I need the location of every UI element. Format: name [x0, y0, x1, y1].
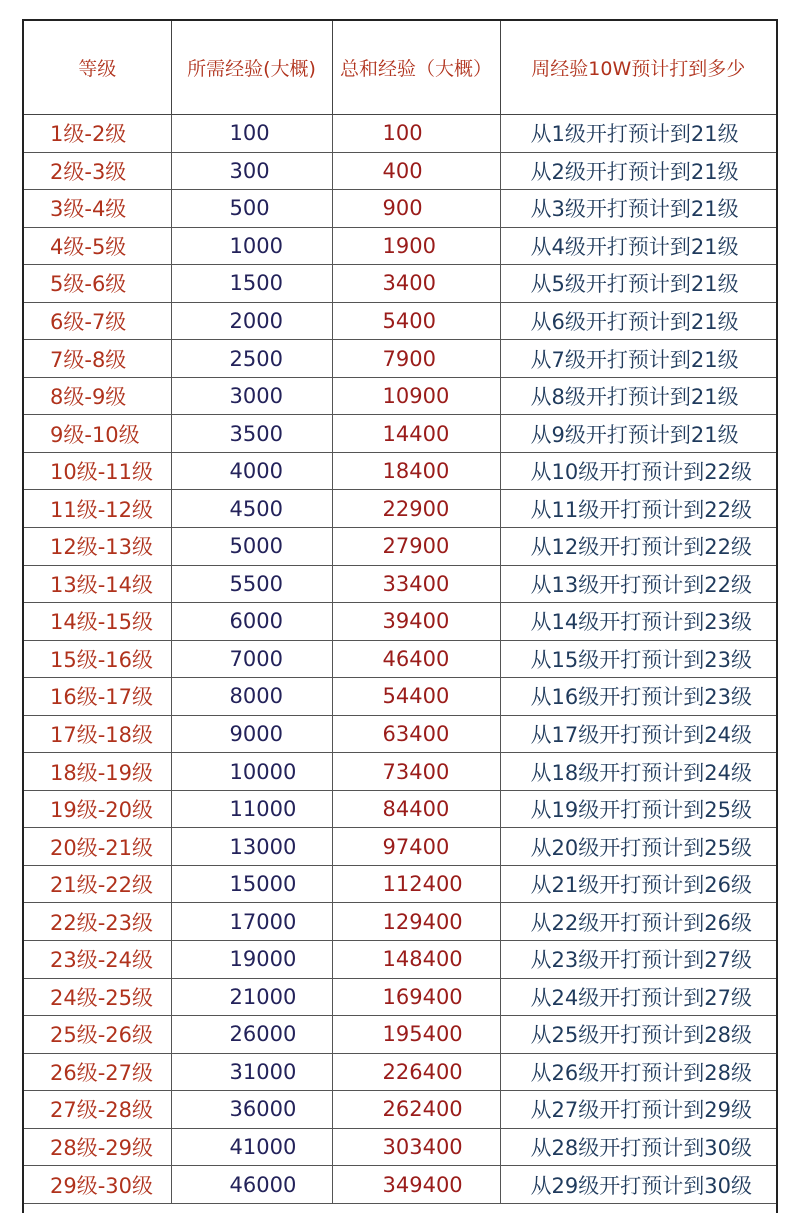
level-cell: 16级-17级 [24, 678, 171, 716]
table-row [24, 302, 776, 340]
required-exp-cell: 41000 [171, 1128, 332, 1166]
required-exp-cell: 3000 [171, 377, 332, 415]
header-level: 等级 [24, 21, 171, 115]
level-cell: 25级-26级 [24, 1016, 171, 1054]
total-exp-cell: 84400 [332, 790, 500, 828]
level-cell: 28级-29级 [24, 1128, 171, 1166]
weekly-estimate-cell: 从2级开打预计到21级 [500, 152, 776, 190]
level-cell: 20级-21级 [24, 828, 171, 866]
table-row [24, 265, 776, 303]
level-cell: 5级-6级 [24, 265, 171, 303]
level-cell: 7级-8级 [24, 340, 171, 378]
total-exp-cell: 169400 [332, 978, 500, 1016]
table-header-row [24, 21, 776, 115]
required-exp-cell: 6000 [171, 603, 332, 641]
level-cell: 13级-14级 [24, 565, 171, 603]
table-row [24, 1166, 776, 1204]
table-row [24, 1016, 776, 1054]
weekly-estimate-cell: 从13级开打预计到22级 [500, 565, 776, 603]
weekly-estimate-cell: 从20级开打预计到25级 [500, 828, 776, 866]
required-exp-cell: 19000 [171, 941, 332, 979]
table-body [24, 115, 776, 1204]
weekly-estimate-cell: 从19级开打预计到25级 [500, 790, 776, 828]
required-exp-cell: 1500 [171, 265, 332, 303]
table-row [24, 941, 776, 979]
required-exp-cell: 2500 [171, 340, 332, 378]
weekly-estimate-cell: 从12级开打预计到22级 [500, 528, 776, 566]
table-row [24, 1053, 776, 1091]
table-row [24, 1128, 776, 1166]
table-row [24, 565, 776, 603]
required-exp-cell: 100 [171, 115, 332, 153]
table-row [24, 190, 776, 228]
total-exp-cell: 148400 [332, 941, 500, 979]
total-exp-cell: 400 [332, 152, 500, 190]
required-exp-cell: 5500 [171, 565, 332, 603]
required-exp-cell: 15000 [171, 865, 332, 903]
level-cell: 6级-7级 [24, 302, 171, 340]
level-cell: 4级-5级 [24, 227, 171, 265]
required-exp-cell: 8000 [171, 678, 332, 716]
required-exp-cell: 7000 [171, 640, 332, 678]
weekly-estimate-cell: 从16级开打预计到23级 [500, 678, 776, 716]
weekly-estimate-cell: 从29级开打预计到30级 [500, 1166, 776, 1204]
total-exp-cell: 5400 [332, 302, 500, 340]
level-cell: 24级-25级 [24, 978, 171, 1016]
table-row [24, 753, 776, 791]
required-exp-cell: 17000 [171, 903, 332, 941]
level-cell: 23级-24级 [24, 941, 171, 979]
total-exp-cell: 349400 [332, 1166, 500, 1204]
level-cell: 19级-20级 [24, 790, 171, 828]
required-exp-cell: 4500 [171, 490, 332, 528]
weekly-estimate-cell: 从28级开打预计到30级 [500, 1128, 776, 1166]
table-row [24, 865, 776, 903]
weekly-estimate-cell: 从3级开打预计到21级 [500, 190, 776, 228]
weekly-estimate-cell: 从23级开打预计到27级 [500, 941, 776, 979]
required-exp-cell: 31000 [171, 1053, 332, 1091]
required-exp-cell: 1000 [171, 227, 332, 265]
required-exp-cell: 21000 [171, 978, 332, 1016]
required-exp-cell: 300 [171, 152, 332, 190]
total-exp-cell: 900 [332, 190, 500, 228]
table-row [24, 678, 776, 716]
table-row [24, 528, 776, 566]
header-required-exp: 所需经验(大概) [171, 21, 332, 115]
required-exp-cell: 26000 [171, 1016, 332, 1054]
level-cell: 27级-28级 [24, 1091, 171, 1129]
weekly-estimate-cell: 从6级开打预计到21级 [500, 302, 776, 340]
table-row [24, 152, 776, 190]
required-exp-cell: 10000 [171, 753, 332, 791]
header-total-exp: 总和经验（大概） [332, 21, 500, 115]
weekly-estimate-cell: 从10级开打预计到22级 [500, 452, 776, 490]
exp-table-sheet [22, 19, 778, 1213]
level-cell: 21级-22级 [24, 865, 171, 903]
total-exp-cell: 97400 [332, 828, 500, 866]
weekly-estimate-cell: 从24级开打预计到27级 [500, 978, 776, 1016]
table-row [24, 603, 776, 641]
total-exp-cell: 100 [332, 115, 500, 153]
table-row [24, 790, 776, 828]
required-exp-cell: 4000 [171, 452, 332, 490]
level-cell: 3级-4级 [24, 190, 171, 228]
weekly-estimate-cell: 从26级开打预计到28级 [500, 1053, 776, 1091]
table-row [24, 715, 776, 753]
weekly-estimate-cell: 从1级开打预计到21级 [500, 115, 776, 153]
table-row [24, 340, 776, 378]
table-row [24, 377, 776, 415]
weekly-estimate-cell: 从11级开打预计到22级 [500, 490, 776, 528]
weekly-estimate-cell: 从27级开打预计到29级 [500, 1091, 776, 1129]
required-exp-cell: 13000 [171, 828, 332, 866]
total-exp-cell: 22900 [332, 490, 500, 528]
total-exp-cell: 7900 [332, 340, 500, 378]
weekly-estimate-cell: 从8级开打预计到21级 [500, 377, 776, 415]
weekly-estimate-cell: 从22级开打预计到26级 [500, 903, 776, 941]
total-exp-cell: 33400 [332, 565, 500, 603]
required-exp-cell: 9000 [171, 715, 332, 753]
required-exp-cell: 5000 [171, 528, 332, 566]
total-exp-cell: 226400 [332, 1053, 500, 1091]
weekly-estimate-cell: 从14级开打预计到23级 [500, 603, 776, 641]
total-exp-cell: 195400 [332, 1016, 500, 1054]
table-row [24, 640, 776, 678]
weekly-estimate-cell: 从5级开打预计到21级 [500, 265, 776, 303]
total-exp-cell: 39400 [332, 603, 500, 641]
total-exp-cell: 27900 [332, 528, 500, 566]
level-cell: 15级-16级 [24, 640, 171, 678]
table-row [24, 903, 776, 941]
total-exp-cell: 10900 [332, 377, 500, 415]
table-row [24, 490, 776, 528]
required-exp-cell: 500 [171, 190, 332, 228]
table-row [24, 978, 776, 1016]
level-cell: 14级-15级 [24, 603, 171, 641]
level-cell: 17级-18级 [24, 715, 171, 753]
level-cell: 11级-12级 [24, 490, 171, 528]
weekly-estimate-cell: 从15级开打预计到23级 [500, 640, 776, 678]
weekly-estimate-cell: 从17级开打预计到24级 [500, 715, 776, 753]
total-exp-cell: 112400 [332, 865, 500, 903]
level-cell: 18级-19级 [24, 753, 171, 791]
level-cell: 8级-9级 [24, 377, 171, 415]
exp-table [24, 21, 776, 1204]
total-exp-cell: 14400 [332, 415, 500, 453]
required-exp-cell: 36000 [171, 1091, 332, 1129]
level-cell: 22级-23级 [24, 903, 171, 941]
weekly-estimate-cell: 从7级开打预计到21级 [500, 340, 776, 378]
level-cell: 2级-3级 [24, 152, 171, 190]
weekly-estimate-cell: 从18级开打预计到24级 [500, 753, 776, 791]
level-cell: 10级-11级 [24, 452, 171, 490]
level-cell: 12级-13级 [24, 528, 171, 566]
total-exp-cell: 73400 [332, 753, 500, 791]
table-row [24, 115, 776, 153]
level-cell: 9级-10级 [24, 415, 171, 453]
level-cell: 1级-2级 [24, 115, 171, 153]
required-exp-cell: 11000 [171, 790, 332, 828]
header-weekly-estimate: 周经验10W预计打到多少 [500, 21, 776, 115]
total-exp-cell: 54400 [332, 678, 500, 716]
total-exp-cell: 262400 [332, 1091, 500, 1129]
total-exp-cell: 63400 [332, 715, 500, 753]
weekly-estimate-cell: 从4级开打预计到21级 [500, 227, 776, 265]
weekly-estimate-cell: 从9级开打预计到21级 [500, 415, 776, 453]
total-exp-cell: 3400 [332, 265, 500, 303]
table-row [24, 1091, 776, 1129]
level-cell: 29级-30级 [24, 1166, 171, 1204]
total-exp-cell: 129400 [332, 903, 500, 941]
table-row [24, 452, 776, 490]
total-exp-cell: 1900 [332, 227, 500, 265]
total-exp-cell: 303400 [332, 1128, 500, 1166]
table-row [24, 227, 776, 265]
table-row [24, 415, 776, 453]
table-row [24, 828, 776, 866]
weekly-estimate-cell: 从25级开打预计到28级 [500, 1016, 776, 1054]
required-exp-cell: 3500 [171, 415, 332, 453]
weekly-estimate-cell: 从21级开打预计到26级 [500, 865, 776, 903]
required-exp-cell: 46000 [171, 1166, 332, 1204]
required-exp-cell: 2000 [171, 302, 332, 340]
total-exp-cell: 46400 [332, 640, 500, 678]
level-cell: 26级-27级 [24, 1053, 171, 1091]
total-exp-cell: 18400 [332, 452, 500, 490]
